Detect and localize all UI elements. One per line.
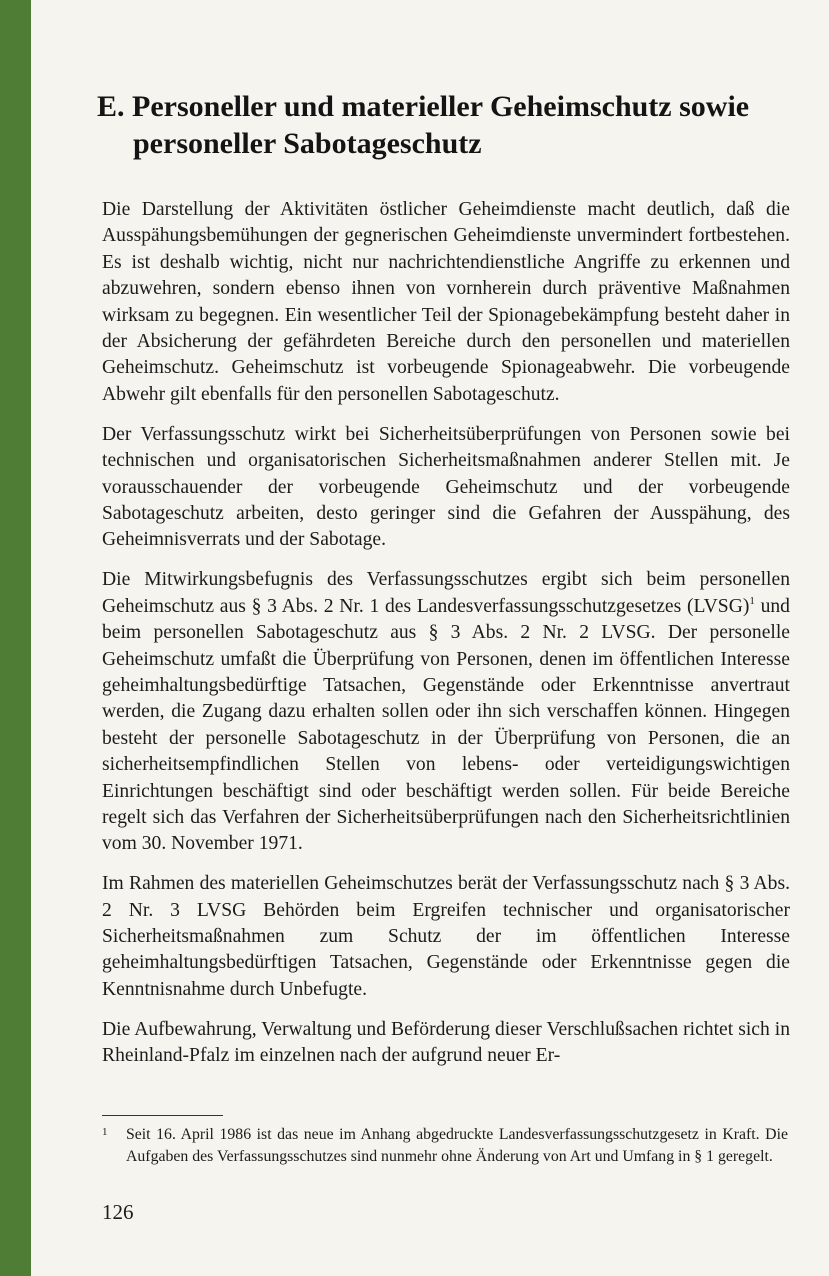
footnote-divider (102, 1115, 223, 1116)
page-number: 126 (102, 1200, 134, 1224)
paragraph-5: Die Aufbewahrung, Verwaltung und Beförderung dieser Verschlußsachen richtet sich in Rheinland-Pfalz im einzelnen nach der aufgrund neuer Er- (102, 1018, 790, 1067)
paragraph-3 (102, 567, 790, 857)
section-heading (97, 88, 787, 162)
heading-line-2: personeller Sabotageschutz (133, 127, 482, 160)
footnote-text: Seit 16. April 1986 ist das neue im Anhang abgedruckte Landesverfassungsschutzgesetz in Kraft. Die Aufgaben des Verfassungsschutzes sind nunmehr ohne Änderung von Art und Umfang in § 1 geregelt. (126, 1126, 788, 1165)
footnote (102, 1124, 788, 1168)
book-spine-edge (0, 0, 31, 1276)
footnote-reference: 1 (749, 594, 755, 607)
paragraph-2: Der Verfassungsschutz wirkt bei Sicherheitsüberprüfungen von Personen sowie bei technischen und organisatorischen Sicherheitsmaßnahmen anderer Stellen mit. Je vorausschauender der vorbeugende Geheimschutz und der vorbeugende Sabotageschutz arbeiten, desto geringer sind die Gefahren der Ausspähung, des Geheimnisverrats und der Sabotage. (102, 423, 790, 551)
heading-line-1: E. Personeller und materieller Geheimschutz sowie (97, 90, 750, 123)
body-text (102, 197, 790, 1083)
paragraph-3-text-b: und beim personellen Sabotageschutz aus § 3 Abs. 2 Nr. 2 LVSG. Der personelle Geheimschutz umfaßt die Überprüfung von Personen, denen im öffentlichen Interesse geheimhaltungsbedürftige Tatsachen, Gegenstände oder Erkenntnisse anvertraut werden, die Zugang dazu erhalten sollen oder ihn sich verschaffen können. Hingegen besteht der personelle Sabotageschutz in der Überprüfung von Personen, die an sicherheitsempfindlichen Stellen von lebens- oder verteidigungswichtigen Einrichtungen beschäftigt sind oder beschäftigt werden sollen. Für beide Bereiche regelt sich das Verfahren der Sicherheitsüberprüfungen nach den Sicherheitsrichtlinien vom 30. November 1971. (102, 595, 790, 855)
footnote-mark: 1 (102, 1126, 108, 1138)
paragraph-3-text-a: Die Mitwirkungsbefugnis des Verfassungsschutzes ergibt sich beim personellen Geheimschutz aus § 3 Abs. 2 Nr. 1 des Landesverfassungsschutzgesetzes (LVSG) (102, 569, 790, 617)
paragraph-4: Im Rahmen des materiellen Geheimschutzes berät der Verfassungsschutz nach § 3 Abs. 2 Nr. 3 LVSG Behörden beim Ergreifen technischer und organisatorischer Sicherheitsmaßnahmen zum Schutz der im öffentlichen Interesse geheimhaltungsbedürftigen Tatsachen, Gegenstände oder Erkenntnisse gegen die Kenntnisnahme durch Unbefugte. (102, 873, 790, 1000)
paragraph-1: Die Darstellung der Aktivitäten östlicher Geheimdienste macht deutlich, daß die Ausspähungsbemühungen der gegnerischen Geheimdienste unvermindert fortbestehen. Es ist deshalb wichtig, nicht nur nachrichtendienstliche Angriffe zu erkennen und abzuwehren, sondern ebenso ihnen von vornherein durch präventive Maßnahmen wirksam zu begegnen. Ein wesentlicher Teil der Spionagebekämpfung besteht daher in der Absicherung der gefährdeten Bereiche durch den personellen und materiellen Geheimschutz. Geheimschutz ist vorbeugende Spionageabwehr. Die vorbeugende Abwehr gilt ebenfalls für den personellen Sabotageschutz. (102, 199, 790, 405)
